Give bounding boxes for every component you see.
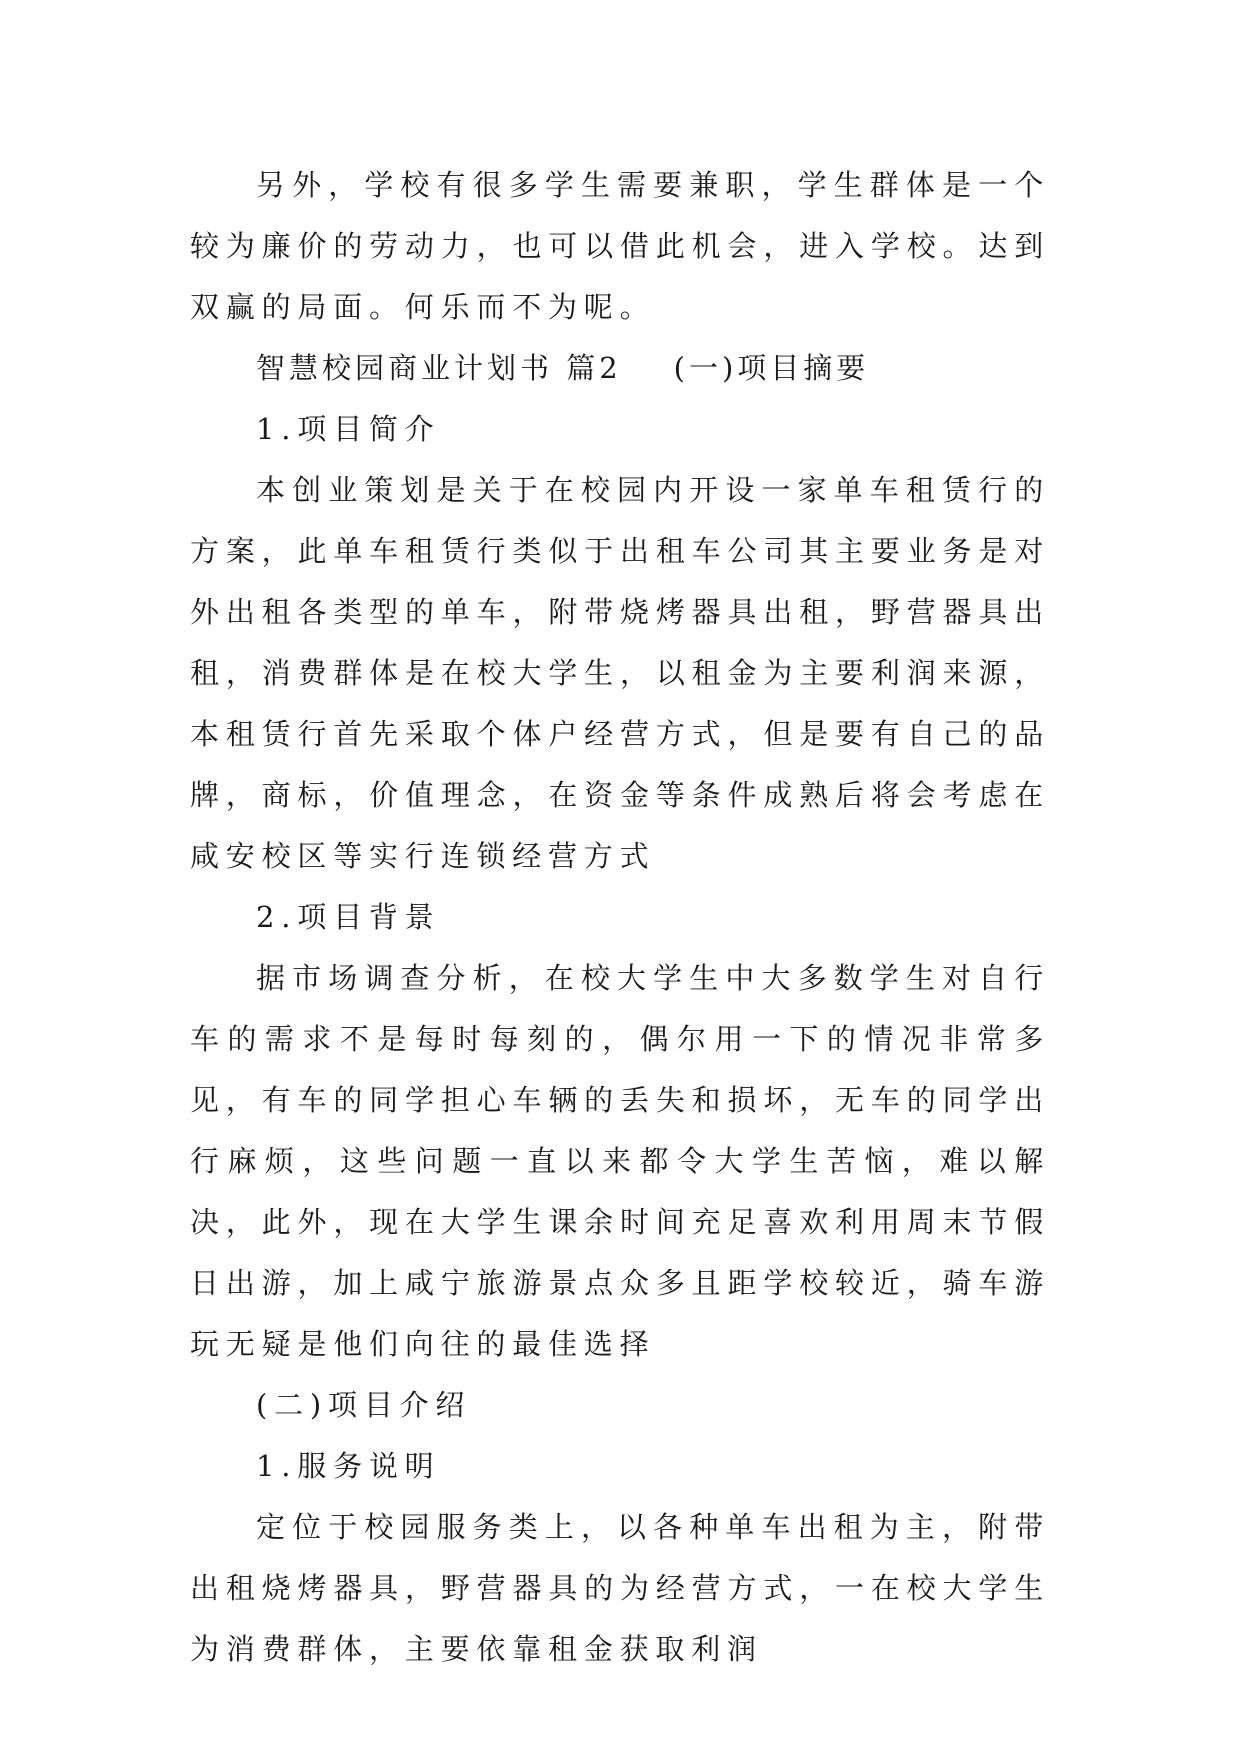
document-page [190,155,1050,1680]
project-background-paragraph: 据市场调查分析，在校大学生中大多数学生对自行车的需求不是每时每刻的，偶尔用一下的情况非常多见，有车的同学担心车辆的丢失和损坏，无车的同学出行麻烦，这些问题一直以来都令大学生苦恼，难以解决，此外，现在大学生课余时间充足喜欢利用周末节假日出游，加上咸宁旅游景点众多且距学校较近，骑车游玩无疑是他们向往的最佳选择 [190,961,1050,1361]
intro-paragraph: 另外，学校有很多学生需要兼职，学生群体是一个较为廉价的劳动力，也可以借此机会，进入学校。达到双赢的局面。何乐而不为呢。 [190,168,1050,324]
project-intro-paragraph: 本创业策划是关于在校园内开设一家单车租赁行的方案，此单车租赁行类似于出租车公司其主要业务是对外出租各类型的单车，附带烧烤器具出租，野营器具出租，消费群体是在校大学生，以租金为主要利润来源，本租赁行首先采取个体户经营方式，但是要有自己的品牌，商标，价值理念，在资金等条件成熟后将会考虑在咸安校区等实行连锁经营方式 [190,473,1050,873]
chapter-heading-row [190,338,1050,399]
chapter-title: 智慧校园商业计划书 篇2 [256,351,622,385]
service-description-paragraph: 定位于校园服务类上，以各种单车出租为主，附带出租烧烤器具，野营器具的为经营方式，一在校大学生为消费群体，主要依靠租金获取利润 [190,1510,1050,1666]
subheading-project-background: 2.项目背景 [256,900,441,934]
subheading-service-description: 1.服务说明 [256,1449,441,1483]
subheading-project-intro: 1.项目简介 [256,412,441,446]
section-heading-introduction: (二)项目介绍 [256,1388,472,1422]
section-heading-summary: (一)项目摘要 [673,351,870,385]
